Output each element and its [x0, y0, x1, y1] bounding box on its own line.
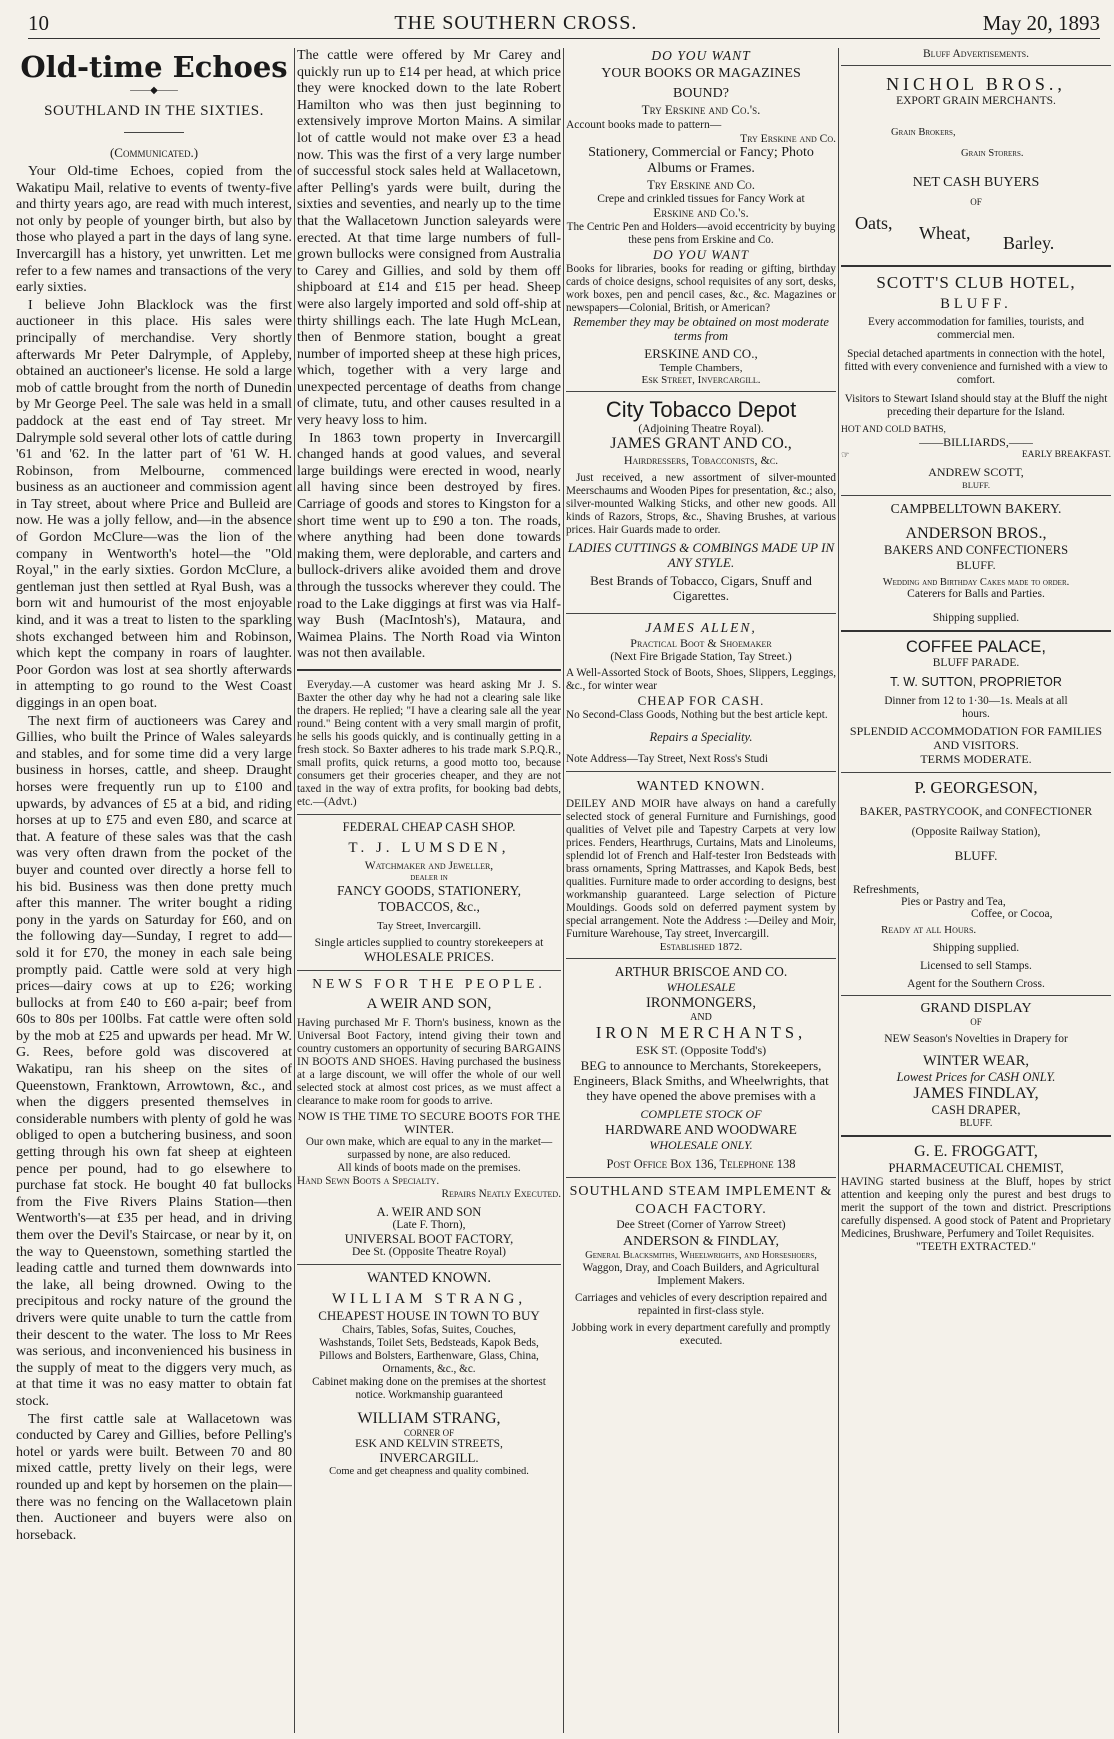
ad-body: Having purchased Mr F. Thorn's business, known as the Universal Boot Factory, intend giving their town and country customers an opportunity of securing BARGAINS IN BOOTS AND SHOES. Having purchased the business at a large discount, we will offer the whole of our well selected stock at almost cost prices, as we must affect a clearance to make room for goods to arrive.: [297, 1017, 561, 1108]
ad-text: All kinds of boots made on the premises.: [337, 1162, 521, 1175]
article-paragraph: The next firm of auctioneers was Carey and Gillies, who built the Prince of Wales saleyards and stables, and for some time did a very large business in horses, cattle, and sheep. Draught horses were frequently run up to £100 and upwards, by advances of £5 at a bid, and riding horses at up to £75 and even £80, and scarce at that. A feature of these sales was that the cash was very often drawn from the pocket of the buyer and counted over directly a horse fell to his bid. Business was then done pretty much after this manner. The writer bought a riding pony in the yards on Saturday for £60, and on the following day—Sunday, I regret to add—sold it for £70, the money in each sale being promptly paid. Cattle were sold at very high prices—dairy cows at up to £26; working bullocks at from £40 to £60 a-pair; beef from 60s to 80s per 100lbs. Fat cattle were often sold by the mob at £25 and upwards per head. Mr W. G. Rees, before gold was discovered at Wakatipu, ran his sheep on the sites of Queenstown, Franktown, Arrowtown, &c., and when the diggers presented themselves in considerable numbers with plenty of gold he was obliged to open a butchering business, and soon getting through his own fat sheep at eighteen pence per pound, had to go elsewhere to purchase fat stock. He bought 40 fat bullocks from the Five Rivers Plains Station—then Wentworth's—at £35 per head, and in driving them over the Devil's Staircase, or near by it, on the way to Queenstown, something startled the leading cattle and turned them downwards into the lake, all being drowned. Owing to the precipitous and rocky nature of the ground the drivers were quite unable to turn the cattle from their descent to the water. The loss to Mr Rees was serious, and inconvenienced his business in the supply of meat to the diggers very much, as at that time it was no easy matter to obtain fat stock.: [16, 713, 292, 1409]
ad-heading: CAMPBELLTOWN BAKERY.: [890, 501, 1062, 516]
divider: [297, 970, 561, 971]
ad-text: Try Erskine and Co.'s.: [641, 102, 761, 117]
bakery-ad: [841, 501, 1111, 624]
divider: [841, 630, 1111, 632]
grain-wheat: Wheat,: [919, 223, 971, 243]
divider: [297, 669, 561, 671]
ad-address: Temple Chambers,: [659, 361, 743, 374]
divider: [566, 613, 836, 614]
ad-text: Shipping supplied.: [932, 612, 1020, 624]
ad-trade: EXPORT GRAIN MERCHANTS.: [896, 95, 1056, 107]
divider: [841, 265, 1111, 267]
ad-text: Repairs Neatly Executed.: [441, 1188, 561, 1201]
divider: [297, 1264, 561, 1265]
ad-text: TOBACCOS, &c.,: [378, 899, 480, 915]
ad-text: BOUND?: [673, 86, 729, 101]
allen-ad: [566, 620, 836, 766]
ad-text: Stationery, Commercial or Fancy; Photo Albums or Frames.: [588, 144, 814, 176]
ad-name: ARTHUR BRISCOE AND CO.: [614, 963, 788, 979]
ad-text: Try Erskine and Co.: [740, 132, 836, 145]
ad-text: Hand Sewn Boots a Specialty.: [297, 1175, 440, 1188]
ad-text: BLUFF.: [940, 296, 1012, 312]
ad-text: Best Brands of Tobacco, Cigars, Snuff and Cigarettes.: [590, 572, 812, 603]
ad-text: IRONMONGERS,: [646, 994, 756, 1011]
ad-text: NOW IS THE TIME TO SECURE BOOTS FOR THE WINTER.: [297, 1109, 561, 1137]
ad-text: OF: [970, 1017, 982, 1027]
ad-text: HOT AND COLD BATHS,: [841, 425, 946, 435]
ad-signature: WILLIAM STRANG,: [357, 1410, 501, 1428]
divider: [566, 771, 836, 772]
ad-text: Repairs a Speciality.: [649, 729, 753, 744]
ad-name: NICHOL BROS.,: [886, 74, 1066, 94]
ad-address: Tay Street, Invercargill.: [376, 920, 482, 933]
divider: [841, 995, 1111, 996]
ad-text: Come and get cheapness and quality combined.: [329, 1466, 529, 1478]
ad-trade: BAKER, PASTRYCOOK, and CONFECTIONER: [859, 806, 1093, 818]
ad-address: BLUFF.: [962, 480, 990, 490]
ad-address: ESK AND KELVIN STREETS,: [355, 1438, 503, 1451]
ad-text: NEW Season's Novelties in Drapery for: [884, 1033, 1068, 1045]
divider: [566, 391, 836, 392]
section-title: Old-time Echoes: [20, 50, 288, 84]
ad-heading: FEDERAL CHEAP CASH SHOP.: [342, 819, 516, 834]
ad-signature: UNIVERSAL BOOT FACTORY,: [344, 1232, 514, 1247]
ad-text: Agent for the Southern Cross.: [907, 978, 1045, 990]
ad-text: SPLENDID ACCOMMODATION FOR FAMILIES AND VISITORS.: [849, 724, 1103, 752]
ad-text: Pies or Pastry and Tea,: [901, 896, 1006, 908]
masthead: [28, 8, 1100, 39]
ad-name: JAMES ALLEN,: [645, 619, 757, 635]
ad-name: WILLIAM STRANG,: [331, 1291, 527, 1308]
ad-text: Cabinet making done on the premises at the shortest notice. Workmanship guaranteed: [312, 1376, 546, 1402]
article-paragraph: The cattle were offered by Mr Carey and quickly run up to £14 per head, at which price they were knocked down to the late Robert Hamilton who was then just beginning to extensively improve Morton Mains. A similar lot of cattle would not make over £3 a head now. This was the first of a very large number of successful stock sales held at Wallacetown, after Pelling's yards were built, during the sixties and seventies, and nearly up to the time that the Wallacetown Junction saleyards were erected. At that time large numbers of full-grown bullocks were consigned from Australia to Carey and Gillies, and sold by them off shipboard at £14 and £15 per head. Sheep were also largely imported and sold off-ship at thirty shillings each. The late Hugh McLean, then of Benmore station, bought a great number of imported sheep at these high prices, which, together with a very large and unexpected percentage of deaths from change of climate, tutu, and other causes resulted in a very heavy loss to him.: [297, 48, 561, 429]
froggatt-ad: [841, 1143, 1111, 1253]
georgeson-ad: [841, 778, 1111, 990]
ad-text: Special detached apartments in connection with the hotel, fitted with every convenience and furnished with a view to comfort.: [844, 348, 1108, 386]
grain-oats: Oats,: [855, 213, 893, 233]
ad-text: Try Erskine and Co.: [646, 176, 756, 192]
article-paragraph: In 1863 town property in Invercargill changed hands at good values, and several large buildings were erected in wood, nearly all having since been destroyed by fires. Carriage of goods and stores to Kingston for a short time went up to £90 a ton. The roads, where anything had been done towards making them, were deplorable, and carters and bullock-drivers alike avoided them and drove through the tussocks wherever they could. The road to the Lake diggings at first was via Half-way Bush (MacIntosh's), Mataura, and Waimea Plains. The North Road via Winton was not then available.: [297, 430, 561, 662]
ad-text: NET CASH BUYERS: [912, 175, 1040, 190]
ad-text: IRON MERCHANTS,: [595, 1022, 807, 1042]
ad-heading: GRAND DISPLAY: [920, 1001, 1032, 1016]
divider: [841, 1135, 1111, 1137]
column-4-bluff-ads: [841, 48, 1111, 1733]
divider: [297, 814, 561, 815]
ad-text: Wedding and Birthday Cakes made to order.: [882, 577, 1070, 588]
article-paragraph: I believe John Blacklock was the first auctioneer in this place. His sales were principally of merchandise. Very shortly afterwards Mr Peter Dalrymple, of Appleby, obtained an auctioneer's license. He sold a large mob of cattle brought from the north of Dunedin by Mr George Peel. The sale was held in a small paddock at the east end of Tay street. Mr Dalrymple sold several other lots of cattle during '61 and '62. In the latter part of '61 W. H. Robinson, from Melbourne, commenced business as an auctioneer and commission agent in Tay street, about where Price and Bulleid are now. He was a jolly fellow, and—in the absence of Gordon McClure—was the lion of the company in Wentworth's hotel—the "Old Royal," in the early sixties. Gordon McClure, a gentleman just then settled at Ryal Bush, was a born wit and humourist of the most enjoyable kind, and it was a treat to listen to the sparkling shots exchanged between him and Robinson, which kept the company in roars of laughter. Poor Gordon was lost at sea shortly afterwards in attempting to go round to the West Coast diggings in an open boat.: [16, 297, 292, 711]
ad-body: HAVING started business at the Bluff, hopes by strict attention and keeping only the purest and best drugs to merit the support of the town and district. Prescriptions carefully dispensed. A good stock of Patent and Proprietary Medicines, Brushware, Perfumery and Toilet Requisites.: [841, 1176, 1111, 1240]
issue-date: May 20, 1893: [982, 10, 1100, 35]
ad-heading: NEWS FOR THE PEOPLE.: [312, 976, 546, 992]
ad-heading: DO YOU WANT: [651, 48, 751, 63]
column-2: [297, 48, 561, 1733]
paper-title: THE SOUTHERN CROSS.: [394, 11, 638, 34]
ad-signature: A. WEIR AND SON: [376, 1205, 482, 1220]
grain-barley: Barley.: [1003, 233, 1055, 253]
section-heading: Bluff Advertisements.: [923, 48, 1029, 60]
ad-name: G. E. FROGGATT,: [914, 1143, 1038, 1160]
ad-text: Caterers for Balls and Parties.: [907, 588, 1045, 600]
ad-text: COMPLETE STOCK OF: [640, 1106, 762, 1121]
briscoe-ad: [566, 964, 836, 1172]
ad-text: Single articles supplied to country storekeepers at: [314, 937, 544, 950]
ad-text: "TEETH EXTRACTED.": [916, 1241, 1036, 1253]
everyday-notice: Everyday.—A customer was heard asking Mr J. S. Baxter the other day why he had not a clearing sale like the drapers. He replied; "I have a clearing sale all the year round." Being content with a very small margin of profit, he sells his goods quickly, and is continually getting in a fresh stock. So Baxter adheres to his trade mark S.P.Q.R., small profits, quick returns, a good motto too, because consumers get their groceries cheaper, and they are not taxed in the way of extra profits, for booking bad debts, etc.—(Advt.): [297, 678, 561, 808]
ad-address: BLUFF.: [956, 558, 996, 572]
erskine-ad: [566, 48, 836, 386]
ad-text: ——BILLIARDS,——: [919, 435, 1033, 449]
ad-text: AND: [690, 1011, 712, 1023]
column-rule: [294, 48, 295, 1733]
ad-body: Chairs, Tables, Sofas, Suites, Couches, Washstands, Toilet Sets, Bedsteads, Kapok Beds, Pillows and Bolsters, Earthenware, Glass, China, Ornaments, &c., &c.: [319, 1324, 539, 1376]
ad-text: dealer in: [410, 872, 448, 884]
ad-text: Jobbing work in every department carefully and promptly executed.: [571, 1321, 831, 1347]
page-number: 10: [28, 10, 49, 35]
ad-text: FANCY GOODS, STATIONERY,: [337, 883, 521, 899]
ad-text: WHOLESALE ONLY.: [649, 1137, 753, 1152]
ad-address: Post Office Box 136, Telephone 138: [606, 1156, 796, 1171]
ad-heading: WANTED KNOWN.: [366, 1270, 492, 1287]
ad-trade: T. W. SUTTON, PROPRIETOR: [890, 675, 1062, 689]
ad-name: COFFEE PALACE,: [906, 638, 1046, 656]
scott-hotel-ad: [841, 273, 1111, 490]
ad-text: LADIES CUTTINGS & COMBINGS MADE UP IN ANY STYLE.: [567, 539, 835, 570]
ad-text: Waggon, Dray, and Coach Builders, and Agricultural Implement Makers.: [582, 1261, 820, 1287]
divider: [566, 958, 836, 959]
ad-text: TERMS MODERATE.: [920, 752, 1032, 766]
grain-list: [841, 207, 1111, 259]
ad-trade: Hairdressers, Tobacconists, &c.: [623, 452, 779, 467]
ad-text: No Second-Class Goods, Nothing but the best article kept.: [566, 708, 828, 721]
deiley-ad: [566, 778, 836, 953]
ad-trade: CASH DRAPER,: [931, 1103, 1021, 1117]
ad-address: Dee Street (Corner of Yarrow Street): [616, 1218, 786, 1231]
ad-text: OF: [970, 197, 982, 207]
ad-address: Note Address—Tay Street, Next Ross's Studi: [566, 752, 768, 765]
tobacco-ad: [566, 397, 836, 603]
ad-body: BEG to announce to Merchants, Storekeepers, Engineers, Black Smiths, and Wheelwrights, that they have opened the above premises with a: [573, 1057, 829, 1103]
steam-factory-ad: [566, 1183, 836, 1348]
ad-trade: PHARMACEUTICAL CHEMIST,: [888, 1161, 1064, 1175]
ad-text: WINTER WEAR,: [922, 1053, 1030, 1069]
ad-text: HARDWARE AND WOODWARE: [605, 1121, 797, 1137]
ad-text: Dinner from 12 to 1·30—1s. Meals at all hours.: [884, 695, 1068, 720]
ad-address: BLUFF PARADE.: [932, 657, 1020, 669]
ad-text: Refreshments,: [853, 884, 920, 896]
ad-body: A Well-Assorted Stock of Boots, Shoes, Slippers, Leggings, &c., for winter wear: [566, 666, 836, 692]
ad-trade: Watchmaker and Jeweller,: [364, 860, 494, 873]
ad-text: The Centric Pen and Holders—avoid eccentricity by buying these pens from Erskine and Co.: [566, 220, 836, 246]
ad-name: ANDERSON BROS.,: [905, 525, 1047, 542]
ad-address: Dee St. (Opposite Theatre Royal): [351, 1246, 507, 1259]
ad-body: Just received, a new assortment of silver-mounted Meerschaums and Wooden Pipes for presentation, &c.; also, silver-mounted Walking Sticks, and other new goods. All kinds of Razors, Strops, &c., Shaving Brushes, at various prices. Hair Guards made to order.: [566, 471, 836, 536]
ad-text: (Adjoining Theatre Royal).: [638, 422, 764, 435]
ad-text: Remember they may be obtained on most moderate terms from: [573, 314, 829, 343]
ad-text: EARLY BREAKFAST.: [1021, 450, 1111, 460]
ad-trade: BAKERS AND CONFECTIONERS: [883, 543, 1069, 557]
ad-row: [841, 450, 1111, 461]
ad-address: Esk Street, Invercargill.: [641, 373, 761, 386]
pointing-hand-icon: ☞: [841, 451, 850, 461]
ad-text: Carriages and vehicles of every description repaired and repainted in first-class style.: [575, 1291, 827, 1317]
column-1-article: [16, 48, 292, 1733]
ad-name: T. J. LUMSDEN,: [348, 840, 510, 857]
ad-text: Coffee, or Cocoa,: [971, 908, 1053, 920]
ad-text: CHEAPEST HOUSE IN TOWN TO BUY: [318, 1308, 540, 1324]
article-paragraph: Your Old-time Echoes, copied from the Wakatipu Mail, relative to events of twenty-five and thirty years ago, are read with much interest, not only by people of younger birth, but also by those who played a part in the days of lang syne. Invercargill has a history, yet unwritten. Let me refer to a few names and transactions of the very early sixties.: [16, 164, 292, 296]
byline: (Communicated.): [109, 145, 199, 160]
ad-text: YOUR BOOKS OR MAGAZINES: [601, 66, 801, 81]
ad-text: Shipping supplied.: [932, 942, 1020, 954]
weir-ad: [297, 976, 561, 1259]
ad-text: Visitors to Stewart Island should stay at the Bluff the night preceding their departure for the Island.: [844, 393, 1108, 418]
coffee-palace-ad: [841, 638, 1111, 767]
divider: [841, 495, 1111, 496]
article-subtitle: SOUTHLAND IN THE SIXTIES.: [44, 103, 264, 119]
ad-address: (Next Fire Brigade Station, Tay Street.): [610, 650, 792, 663]
ad-text: Ready at all Hours.: [881, 924, 977, 936]
ad-text: Every accommodation for families, tourists, and commercial men.: [868, 316, 1084, 341]
divider: [841, 65, 1111, 66]
lumsden-ad: [297, 820, 561, 966]
ad-text: Crepe and crinkled tissues for Fancy Work at: [597, 192, 805, 205]
ad-text: CHEAP FOR CASH.: [637, 692, 765, 708]
ad-heading: City Tobacco Depot: [605, 396, 797, 422]
divider: [841, 772, 1111, 773]
ad-text: WHOLESALE PRICES.: [364, 949, 494, 965]
ad-address: BLUFF.: [959, 1118, 993, 1129]
ad-address: ESK ST. (Opposite Todd's): [635, 1042, 767, 1057]
findlay-ad: [841, 1001, 1111, 1129]
divider: [124, 132, 184, 133]
ad-name: JAMES FINDLAY,: [913, 1085, 1039, 1102]
ornament-icon: ——◆——: [130, 85, 178, 96]
ad-address: BLUFF.: [954, 848, 998, 863]
nichol-ad: [841, 74, 1111, 259]
ad-text: WHOLESALE: [666, 979, 736, 994]
ad-name: P. GEORGESON,: [914, 778, 1038, 797]
ad-text: Grain Brokers,: [891, 127, 956, 138]
ad-text: Erskine and Co.'s.: [653, 204, 749, 220]
ad-text: CORNER OF: [403, 1428, 455, 1439]
divider: [566, 1177, 836, 1178]
column-3-ads: [566, 48, 836, 1733]
ad-name: A WEIR AND SON,: [366, 996, 492, 1013]
ad-heading: WANTED KNOWN.: [636, 777, 766, 793]
column-rule: [563, 48, 564, 1733]
ad-trade: Practical Boot & Shoemaker: [630, 635, 772, 650]
ad-name: ANDERSON & FINDLAY,: [623, 1233, 779, 1249]
ad-text: Established 1872.: [659, 940, 743, 953]
strang-ad: [297, 1270, 561, 1477]
column-rule: [838, 48, 839, 1733]
ad-heading: SOUTHLAND STEAM IMPLEMENT & COACH FACTORY.: [569, 1183, 833, 1217]
ad-name: JAMES GRANT AND CO.,: [610, 434, 792, 452]
ad-text: Grain Storers.: [961, 148, 1024, 159]
ad-name: SCOTT'S CLUB HOTEL,: [876, 273, 1076, 292]
ad-text: Account books made to pattern—: [566, 119, 722, 131]
ad-address: INVERCARGILL.: [379, 1450, 479, 1466]
ad-heading: DO YOU WANT: [652, 246, 750, 262]
ad-address: (Opposite Railway Station),: [911, 826, 1041, 838]
ad-text: Lowest Prices for CASH ONLY.: [896, 1070, 1056, 1084]
ad-body: DEILEY AND MOIR have always on hand a carefully selected stock of general Furniture and Furnishings, good qualities of Velvet pile and Tapestry Carpets at very low prices. Fenders, Hearthrugs, Curtains, Mats and Linoleums, splendid lot of French and Half-tester Iron Bedsteads with brass ornaments, Spring Mattrasses, and Kapok Beds, best qualities. Furniture made to order according to designs, best workmanship guaranteed. Large selection of Picture Mouldings. Goods sold on deferred payment system by special arrangement. Note the Address :—Deiley and Moir, Furniture Warehouse, Tay street, Invercargill.: [566, 797, 836, 940]
ad-signature: (Late F. Thorn),: [392, 1219, 466, 1232]
ad-body: Books for libraries, books for reading or gifting, birthday cards of choice designs, school requisites of any sort, desks, work boxes, pen and pencil cases, &c., &c. Magazines or newspapers—Colonial, British, or American?: [566, 262, 836, 314]
ad-text: Licensed to sell Stamps.: [920, 960, 1032, 972]
ad-trade: General Blacksmiths, Wheelwrights, and Horseshoers,: [585, 1249, 817, 1261]
ad-signature: ERSKINE AND CO.,: [644, 345, 758, 361]
ad-text: Our own make, which are equal to any in the market—surpassed by none, are also reduced.: [305, 1136, 553, 1162]
ad-signature: ANDREW SCOTT,: [928, 465, 1024, 479]
article-paragraph: The first cattle sale at Wallacetown was conducted by Carey and Gillies, before Pelling's hotel or yards were built. Between 70 and 80 mixed cattle, pretty lively on their legs, were rounded up and kept by horsemen on the plain—there was no fencing on the Wallacetown plain then. Auctioneer and buyers were also on horseback.: [16, 1411, 292, 1543]
